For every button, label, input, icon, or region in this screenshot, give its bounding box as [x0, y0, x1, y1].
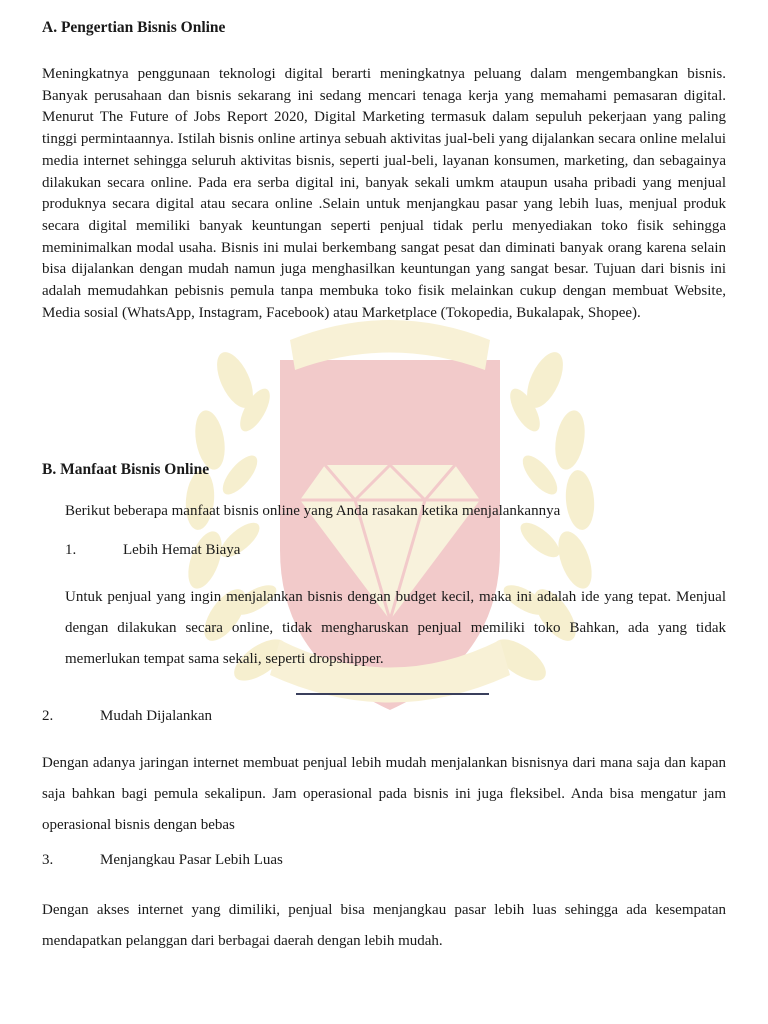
benefit-1-number: 1.: [65, 542, 77, 558]
benefit-1-title: Lebih Hemat Biaya: [123, 542, 241, 558]
section-b-intro: Berikut beberapa manfaat bisnis online yang Anda rasakan ketika menjalankannya: [65, 503, 561, 519]
divider-line: [296, 693, 489, 695]
benefit-3-title: Menjangkau Pasar Lebih Luas: [100, 852, 283, 868]
section-b-heading: B. Manfaat Bisnis Online: [42, 461, 210, 478]
benefit-3-title-row: [42, 852, 283, 869]
benefit-2-number: 2.: [42, 708, 54, 724]
section-a-paragraph: Meningkatnya penggunaan teknologi digital berarti meningkatnya peluang dalam mengembangkan bisnis. Banyak perusahaan dan bisnis sekarang ini sedang mencari tenaga kerja yang memahami pemasaran digital. Menurut The Future of Jobs Report 2020, Digital Marketing termasuk dalam sepuluh pekerjaan yang paling tinggi permintaannya. Istilah bisnis online artinya sebuah aktivitas jual-beli yang dijalankan secara online melalui media internet sehingga seluruh aktivitas bisnis, seperti jual-beli, layanan konsumen, marketing, dan sebagainya dilakukan secara online. Pada era serba digital ini, banyak sekali umkm ataupun usaha pribadi yang menjual produknya secara digital atau secara online .Selain untuk menjangkau pasar yang lebih luas, menjual produk secara digital memiliki banyak keuntungan seperti penjual tidak perlu menyediakan toko fisik sehingga meminimalkan modal usaha. Bisnis ini mulai berkembang sangat pesat dan diminati banyak orang karena selain bisa dijalankan dengan mudah namun juga menghasilkan keuntungan yang sangat besar. Tujuan dari bisnis ini adalah memudahkan pebisnis pemula tanpa membuka toko fisik melainkan cukup dengan membuat Website, Media sosial (WhatsApp, Instagram, Facebook) atau Marketplace (Tokopedia, Bukalapak, Shopee).: [42, 66, 726, 321]
benefit-2-title: Mudah Dijalankan: [100, 708, 213, 724]
benefit-3-number: 3.: [42, 852, 54, 868]
benefit-3-text: Dengan akses internet yang dimiliki, penjual bisa menjangkau pasar lebih luas sehingga ada kesempatan mendapatkan pelanggan dari berbagai daerah dengan lebih mudah.: [42, 902, 726, 949]
benefit-2-title-row: [42, 708, 212, 725]
benefit-1-text: Untuk penjual yang ingin menjalankan bisnis dengan budget kecil, maka ini adalah ide yang tepat. Menjual dengan dilakukan secara online, tidak mengharuskan penjual memiliki toko Bahkan, ada yang tidak memerlukan tempat sama sekali, seperti dropshipper.: [65, 589, 726, 667]
benefit-1-title-row: [65, 542, 240, 559]
section-a-heading: A. Pengertian Bisnis Online: [42, 19, 226, 36]
benefit-2-text: Dengan adanya jaringan internet membuat penjual lebih mudah menjalankan bisnisnya dari mana saja dan kapan saja bahkan bagi pemula sekalipun. Jam operasional pada bisnis ini juga fleksibel. Anda bisa mengatur jam operasional bisnis dengan bebas: [42, 755, 726, 833]
